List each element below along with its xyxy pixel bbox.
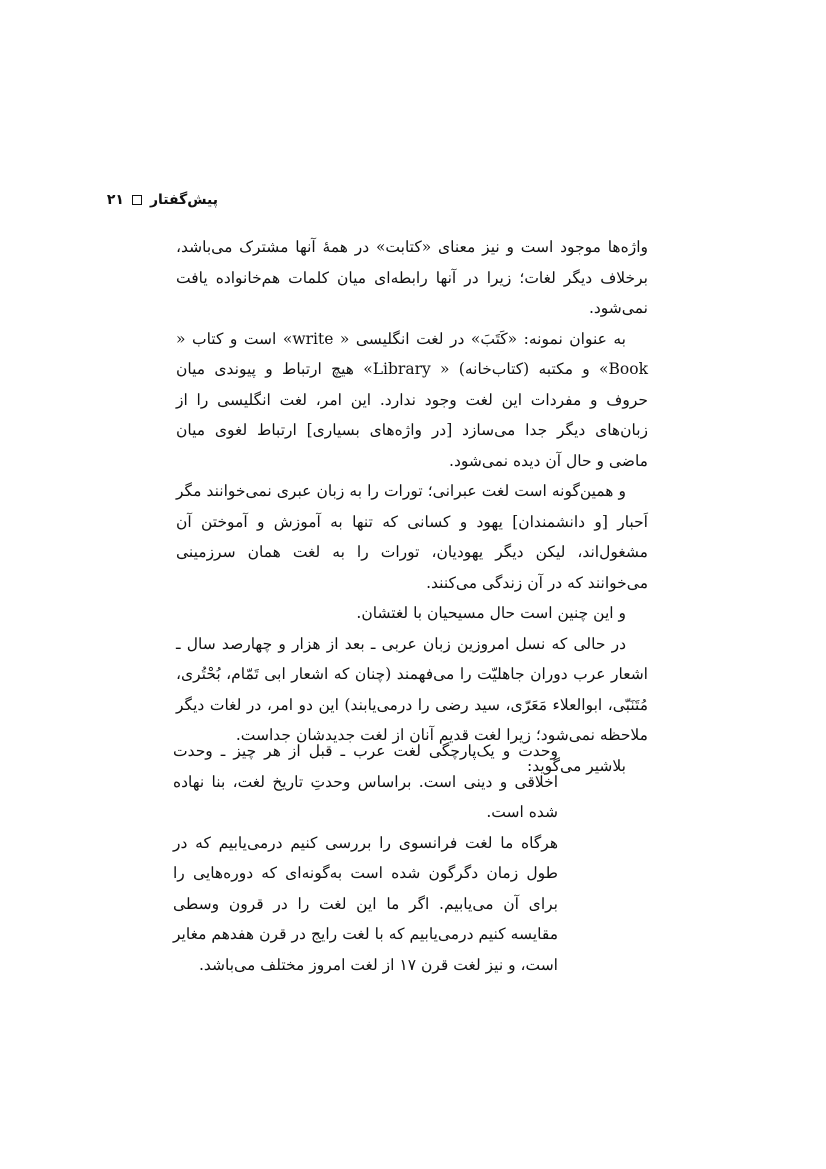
paragraph: بلاشیر می‌گوید:	[527, 756, 626, 775]
square-ornament-icon	[132, 195, 142, 205]
paragraph: به عنوان نمونه: «کَتَبَ» در لغت انگلیسی « write» است و کتاب « Book» و مکتبه (کتاب‌خانه) « Library» هیچ ارتباط و پیوندی میان حروف و مفردات این لغت وجود ندارد. این امر، لغت انگلیسی را از زبان‌های دیگر جدا می‌سازد [در واژه‌های بسیاری] ارتباط لغوی میان ماضی و حال آن دیده نمی‌شود.	[176, 329, 648, 470]
block-quote	[173, 736, 558, 980]
page-number: ۲۱	[106, 192, 124, 208]
running-header	[107, 192, 218, 208]
body-text	[176, 232, 648, 781]
paragraph: و همین‌گونه است لغت عبرانی؛ تورات را به زبان عبری نمی‌خوانند مگر اَحبار [و دانشمندان] یهود و کسانی که تنها به آموزش و آموختن آن مشغول‌اند، لیکن دیگر یهودیان، تورات را به لغت همان سرزمینی می‌خوانند که در آن زندگی می‌کنند.	[176, 482, 648, 592]
section-title: پیش‌گفتار	[149, 192, 218, 208]
paragraph: در حالی که نسل امروزین زبان عربی ـ بعد از هزار و چهارصد سال ـ اشعار عرب دوران جاهلیّت را می‌فهمند (چنان که اشعار ابی تَمّام، بُحْتُری، مُتَنَبّی، ابوالعلاء مَعَرّی، سید رضی را درمی‌یابند) این دو امر، در لغات دیگر ملاحظه نمی‌شود؛ زیرا لغت قدیم آنان از لغت جدیدشان جداست.	[176, 634, 648, 744]
quote-paragraph: هرگاه ما لغت فرانسوی را بررسی کنیم درمی‌یابیم که در طول زمان دگرگون شده است به‌گونه‌ای که دوره‌هایی را برای آن می‌یابیم. اگر ما این لغت را در قرون وسطی مقایسه کنیم درمی‌یابیم که با لغت رایج در قرن هفدهم مغایر است، و نیز لغت قرن ۱۷ از لغت امروز مختلف می‌باشد.	[173, 833, 558, 974]
paragraph: واژه‌ها موجود است و نیز معنای «کتابت» در همهٔ آنها مشترک می‌باشد، برخلاف دیگر لغات؛ زیرا در آنها رابطه‌ای میان کلمات هم‌خانواده یافت نمی‌شود.	[176, 238, 648, 317]
paragraph: و این چنین است حال مسیحیان با لغتشان.	[356, 604, 626, 622]
quote-paragraph: وحدت و یک‌پارچگی لغت عرب ـ قبل از هر چیز ـ وحدت اخلاقی و دینی است. براساس وحدتِ تاریخ لغت، بنا نهاده شده است.	[173, 742, 558, 821]
